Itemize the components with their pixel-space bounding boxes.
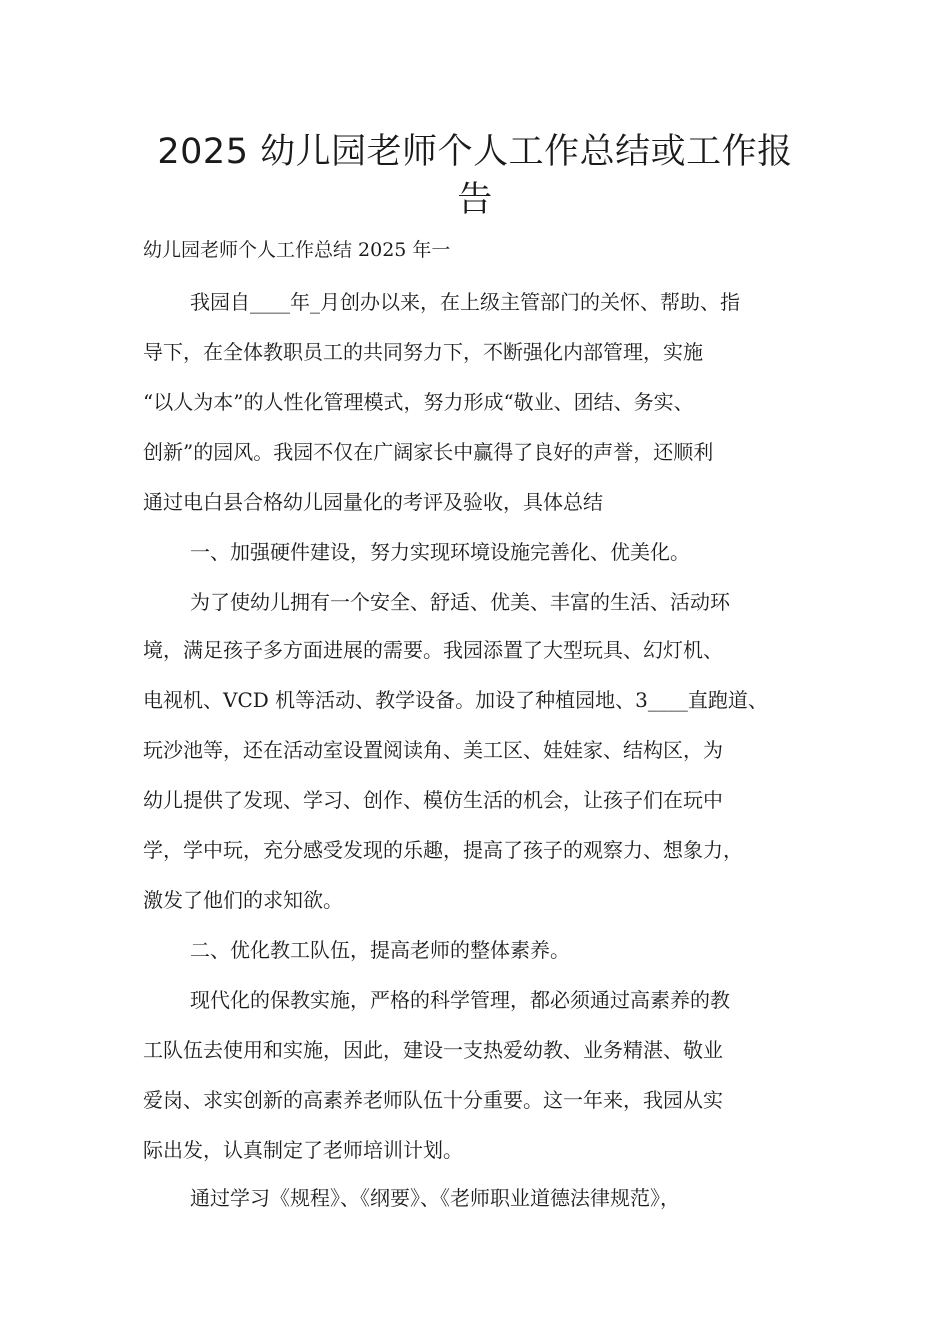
paragraph-line: 玩沙池等，还在活动室设置阅读角、美工区、娃娃家、结构区，为	[143, 738, 723, 762]
paragraph-line: 电视机、VCD 机等活动、教学设备。加设了种植园地、3____直跑道、	[143, 688, 768, 712]
paragraph-line: 工队伍去使用和实施，因此，建设一支热爱幼教、业务精湛、敬业	[143, 1038, 723, 1062]
document-title	[120, 128, 830, 224]
paragraph-line: 爱岗、求实创新的高素养老师队伍十分重要。这一年来，我园从实	[143, 1088, 723, 1112]
document-subtitle: 幼儿园老师个人工作总结 2025 年一	[143, 239, 451, 261]
paragraph-line: 际出发，认真制定了老师培训计划。	[143, 1138, 463, 1162]
paragraph-line: 学，学中玩，充分感受发现的乐趣，提高了孩子的观察力、想象力，	[143, 838, 743, 862]
paragraph-line: “以人为本”的人性化管理模式，努力形成“敬业、团结、务实、	[143, 390, 694, 414]
paragraph-line: 幼儿提供了发现、学习、创作、模仿生活的机会，让孩子们在玩中	[143, 788, 723, 812]
paragraph-line: 通过电白县合格幼儿园量化的考评及验收，具体总结	[143, 490, 603, 514]
paragraph-line: 现代化的保教实施，严格的科学管理，都必须通过高素养的教	[190, 988, 730, 1012]
paragraph-line: 为了使幼儿拥有一个安全、舒适、优美、丰富的生活、活动环	[190, 590, 730, 614]
section-heading: 二、优化教工队伍，提高老师的整体素养。	[190, 938, 570, 962]
paragraph-line: 激发了他们的求知欲。	[143, 888, 343, 912]
title-line-1: 2025 幼儿园老师个人工作总结或工作报	[157, 132, 793, 172]
section-heading: 一、加强硬件建设，努力实现环境设施完善化、优美化。	[190, 540, 690, 564]
title-line-2: 告	[457, 180, 493, 220]
paragraph-line: 通过学习《规程》、《纲要》、《老师职业道德法律规范》，	[190, 1186, 680, 1210]
paragraph-line: 境，满足孩子多方面进展的需要。我园添置了大型玩具、幻灯机、	[143, 638, 723, 662]
paragraph-line: 导下，在全体教职员工的共同努力下，不断强化内部管理，实施	[143, 340, 703, 364]
paragraph-line: 创新”的园风。我园不仅在广阔家长中赢得了良好的声誉，还顺利	[143, 440, 714, 464]
paragraph-line: 我园自____年_月创办以来，在上级主管部门的关怀、帮助、指	[190, 290, 740, 314]
